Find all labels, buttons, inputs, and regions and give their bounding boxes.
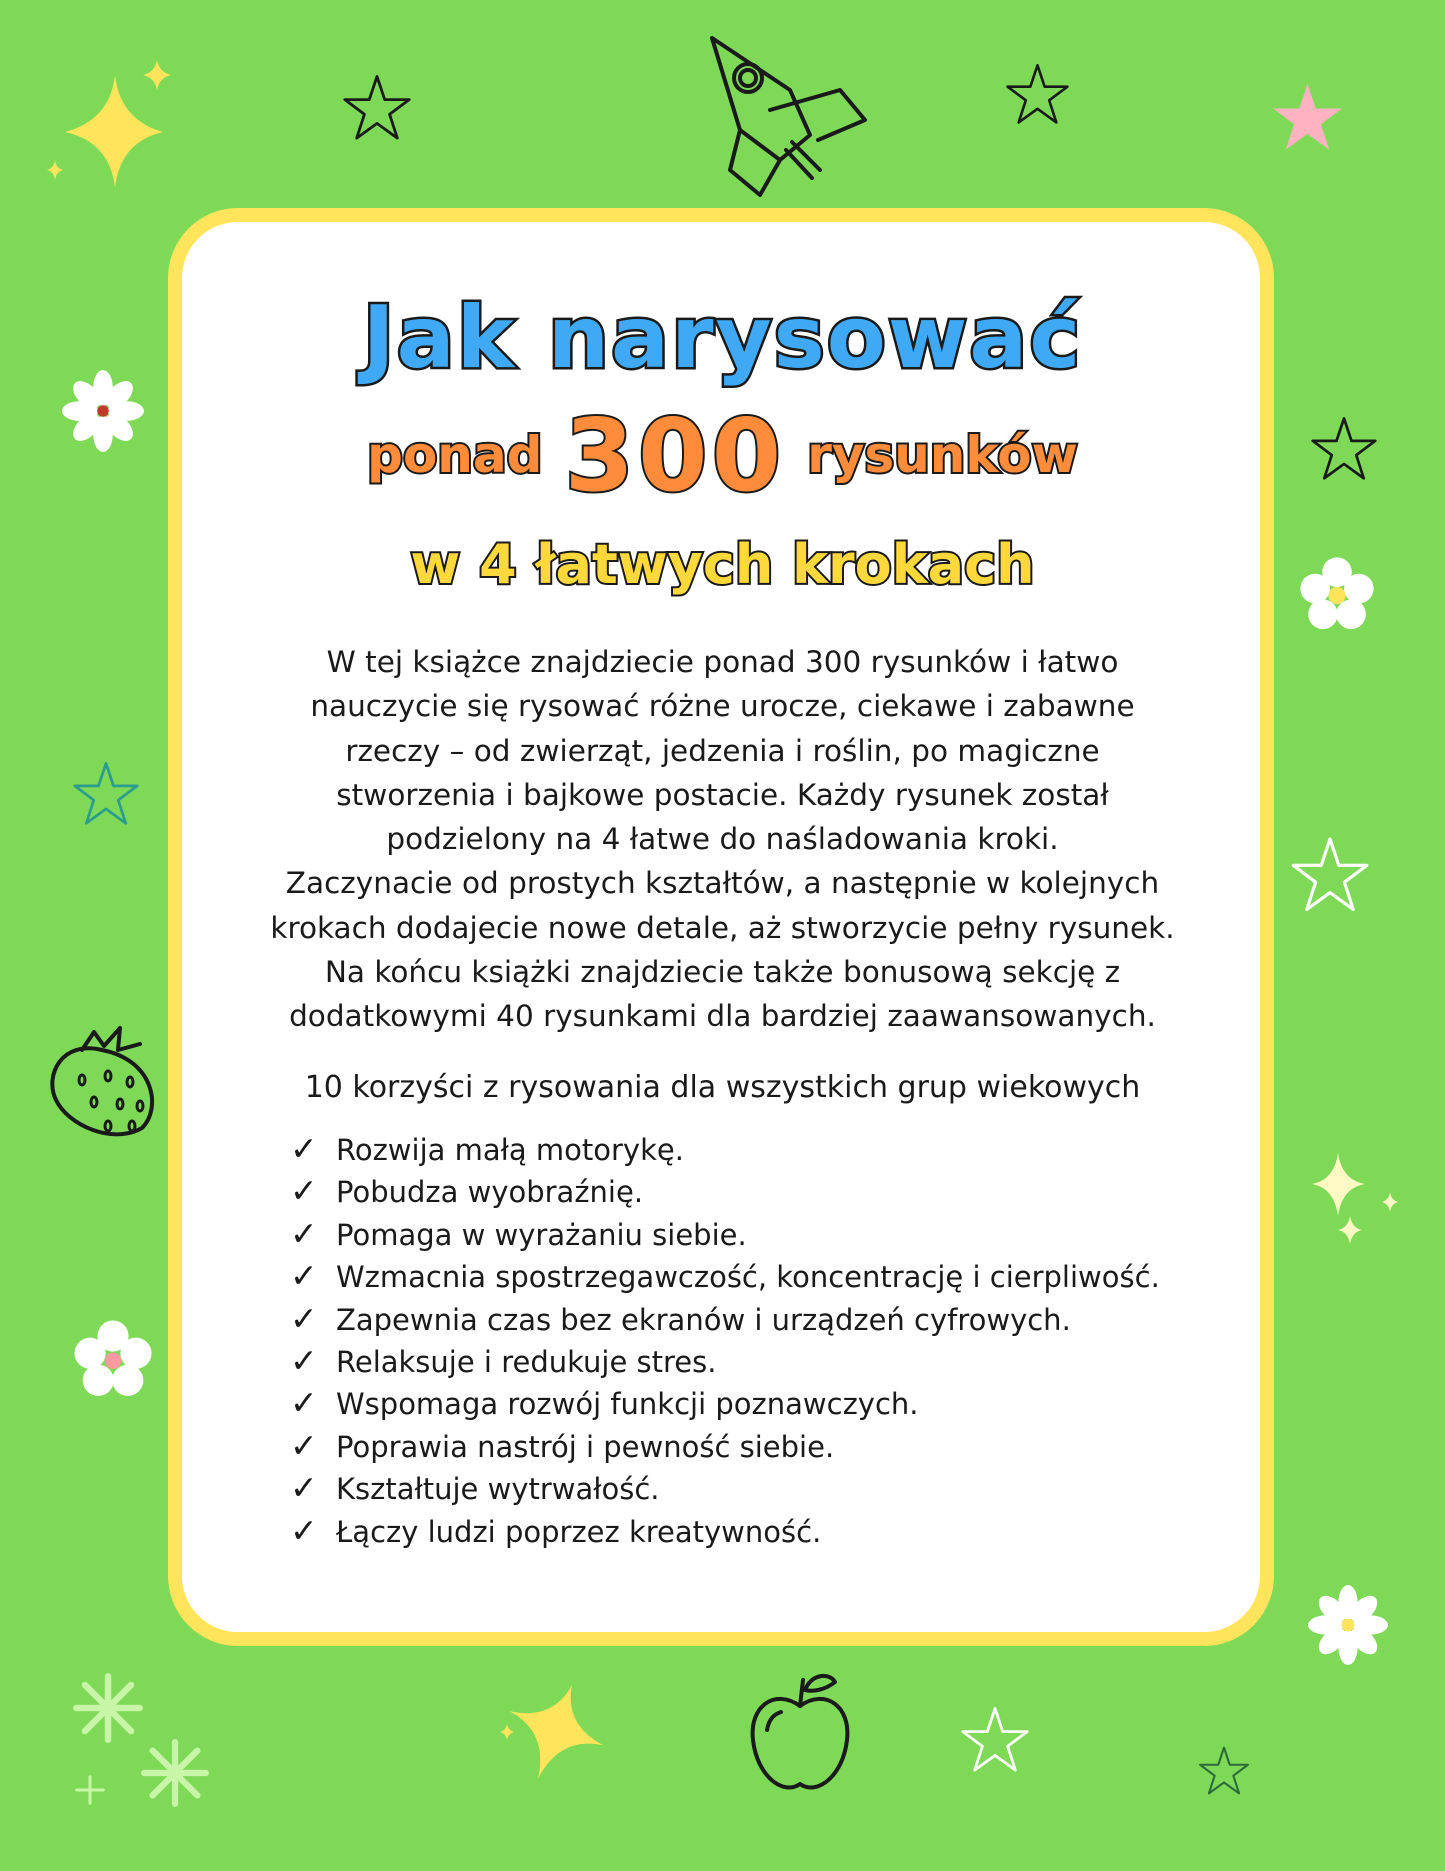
check-icon: ✓ <box>290 1129 318 1168</box>
list-item <box>290 1255 1160 1297</box>
intro-line: Zaczynacie od prostych kształtów, a następnie w kolejnych <box>285 866 1160 901</box>
benefits-heading: 10 korzyści z rysowania dla wszystkich grup wiekowych <box>304 1070 1141 1105</box>
benefit-text: Kształtuje wytrwałość. <box>336 1472 660 1507</box>
intro-line: Na końcu książki znajdziecie także bonusową sekcję z <box>324 955 1121 990</box>
title-prefix: ponad <box>367 426 543 484</box>
benefit-text: Poprawia nastrój i pewność siebie. <box>336 1429 835 1464</box>
list-item <box>290 1425 1160 1467</box>
rocket-icon <box>700 30 880 200</box>
list-item <box>290 1510 1160 1552</box>
benefit-text: Pomaga w wyrażaniu siebie. <box>336 1217 747 1252</box>
flower-icon <box>72 1318 154 1400</box>
list-item <box>290 1298 1160 1340</box>
intro-paragraph <box>220 640 1225 1039</box>
apple-icon <box>745 1668 855 1798</box>
star-icon <box>1270 80 1345 155</box>
check-icon: ✓ <box>290 1256 318 1296</box>
intro-line: W tej książce znajdziecie ponad 300 rysunków i łatwo <box>326 645 1119 679</box>
benefit-text: Pobudza wyobraźnię. <box>336 1175 644 1210</box>
flower-icon <box>75 1775 105 1805</box>
intro-line: stworzenia i bajkowe postacie. Każdy rysunek został <box>336 777 1109 812</box>
intro-line: krokach dodajecie nowe detale, aż stworzycie pełny rysunek. <box>270 910 1175 945</box>
check-icon: ✓ <box>290 1340 318 1380</box>
sparkle-icon <box>1310 1148 1405 1253</box>
sparkle-icon <box>45 60 185 200</box>
list-item <box>290 1467 1160 1509</box>
benefit-text: Wzmacnia spostrzegawczość, koncentrację i cierpliwość. <box>336 1260 1160 1295</box>
flower-icon <box>1308 1585 1388 1665</box>
check-icon: ✓ <box>290 1425 318 1465</box>
benefit-text: Zapewnia czas bez ekranów i urządzeń cyfrowych. <box>336 1302 1071 1337</box>
benefit-text: Relaksuje i redukuje stres. <box>336 1344 717 1379</box>
list-item <box>290 1128 1160 1170</box>
check-icon: ✓ <box>290 1213 318 1253</box>
title-number: 300 <box>564 396 786 514</box>
check-icon: ✓ <box>290 1171 318 1211</box>
benefit-text: Wspomaga rozwój funkcji poznawczych. <box>336 1387 919 1422</box>
intro-line: podzielony na 4 łatwe do naśladowania kroki. <box>386 822 1059 857</box>
list-item <box>290 1340 1160 1382</box>
benefit-text: Rozwija małą motorykę. <box>336 1133 684 1167</box>
flower-icon <box>72 1672 144 1744</box>
star-icon <box>1290 835 1370 915</box>
sparkle-icon <box>495 1672 615 1792</box>
benefits-list <box>290 1128 1160 1552</box>
flower-icon <box>140 1738 210 1808</box>
check-icon: ✓ <box>290 1383 318 1423</box>
intro-line: nauczycie się rysować różne urocze, ciekawe i zabawne <box>310 689 1135 724</box>
star-icon <box>1198 1745 1250 1797</box>
title-line-3: w 4 łatwych krokach <box>410 533 1035 596</box>
list-item <box>290 1382 1160 1424</box>
title-line-1: Jak narysować <box>362 288 1083 388</box>
check-icon: ✓ <box>290 1298 318 1338</box>
star-icon <box>960 1705 1030 1775</box>
star-icon <box>342 73 412 143</box>
intro-line: dodatkowymi 40 rysunkami dla bardziej zaawansowanych. <box>289 999 1156 1034</box>
check-icon: ✓ <box>290 1468 318 1508</box>
benefit-text: Łączy ludzi poprzez kreatywność. <box>336 1514 822 1549</box>
title-line-2 <box>0 396 1445 514</box>
check-icon: ✓ <box>290 1510 318 1550</box>
star-icon <box>1005 62 1070 127</box>
list-item <box>290 1170 1160 1212</box>
star-icon <box>72 760 140 828</box>
title-suffix: rysunków <box>807 426 1078 484</box>
intro-line: rzeczy – od zwierząt, jedzenia i roślin, po magiczne <box>345 733 1100 768</box>
list-item <box>290 1213 1160 1255</box>
